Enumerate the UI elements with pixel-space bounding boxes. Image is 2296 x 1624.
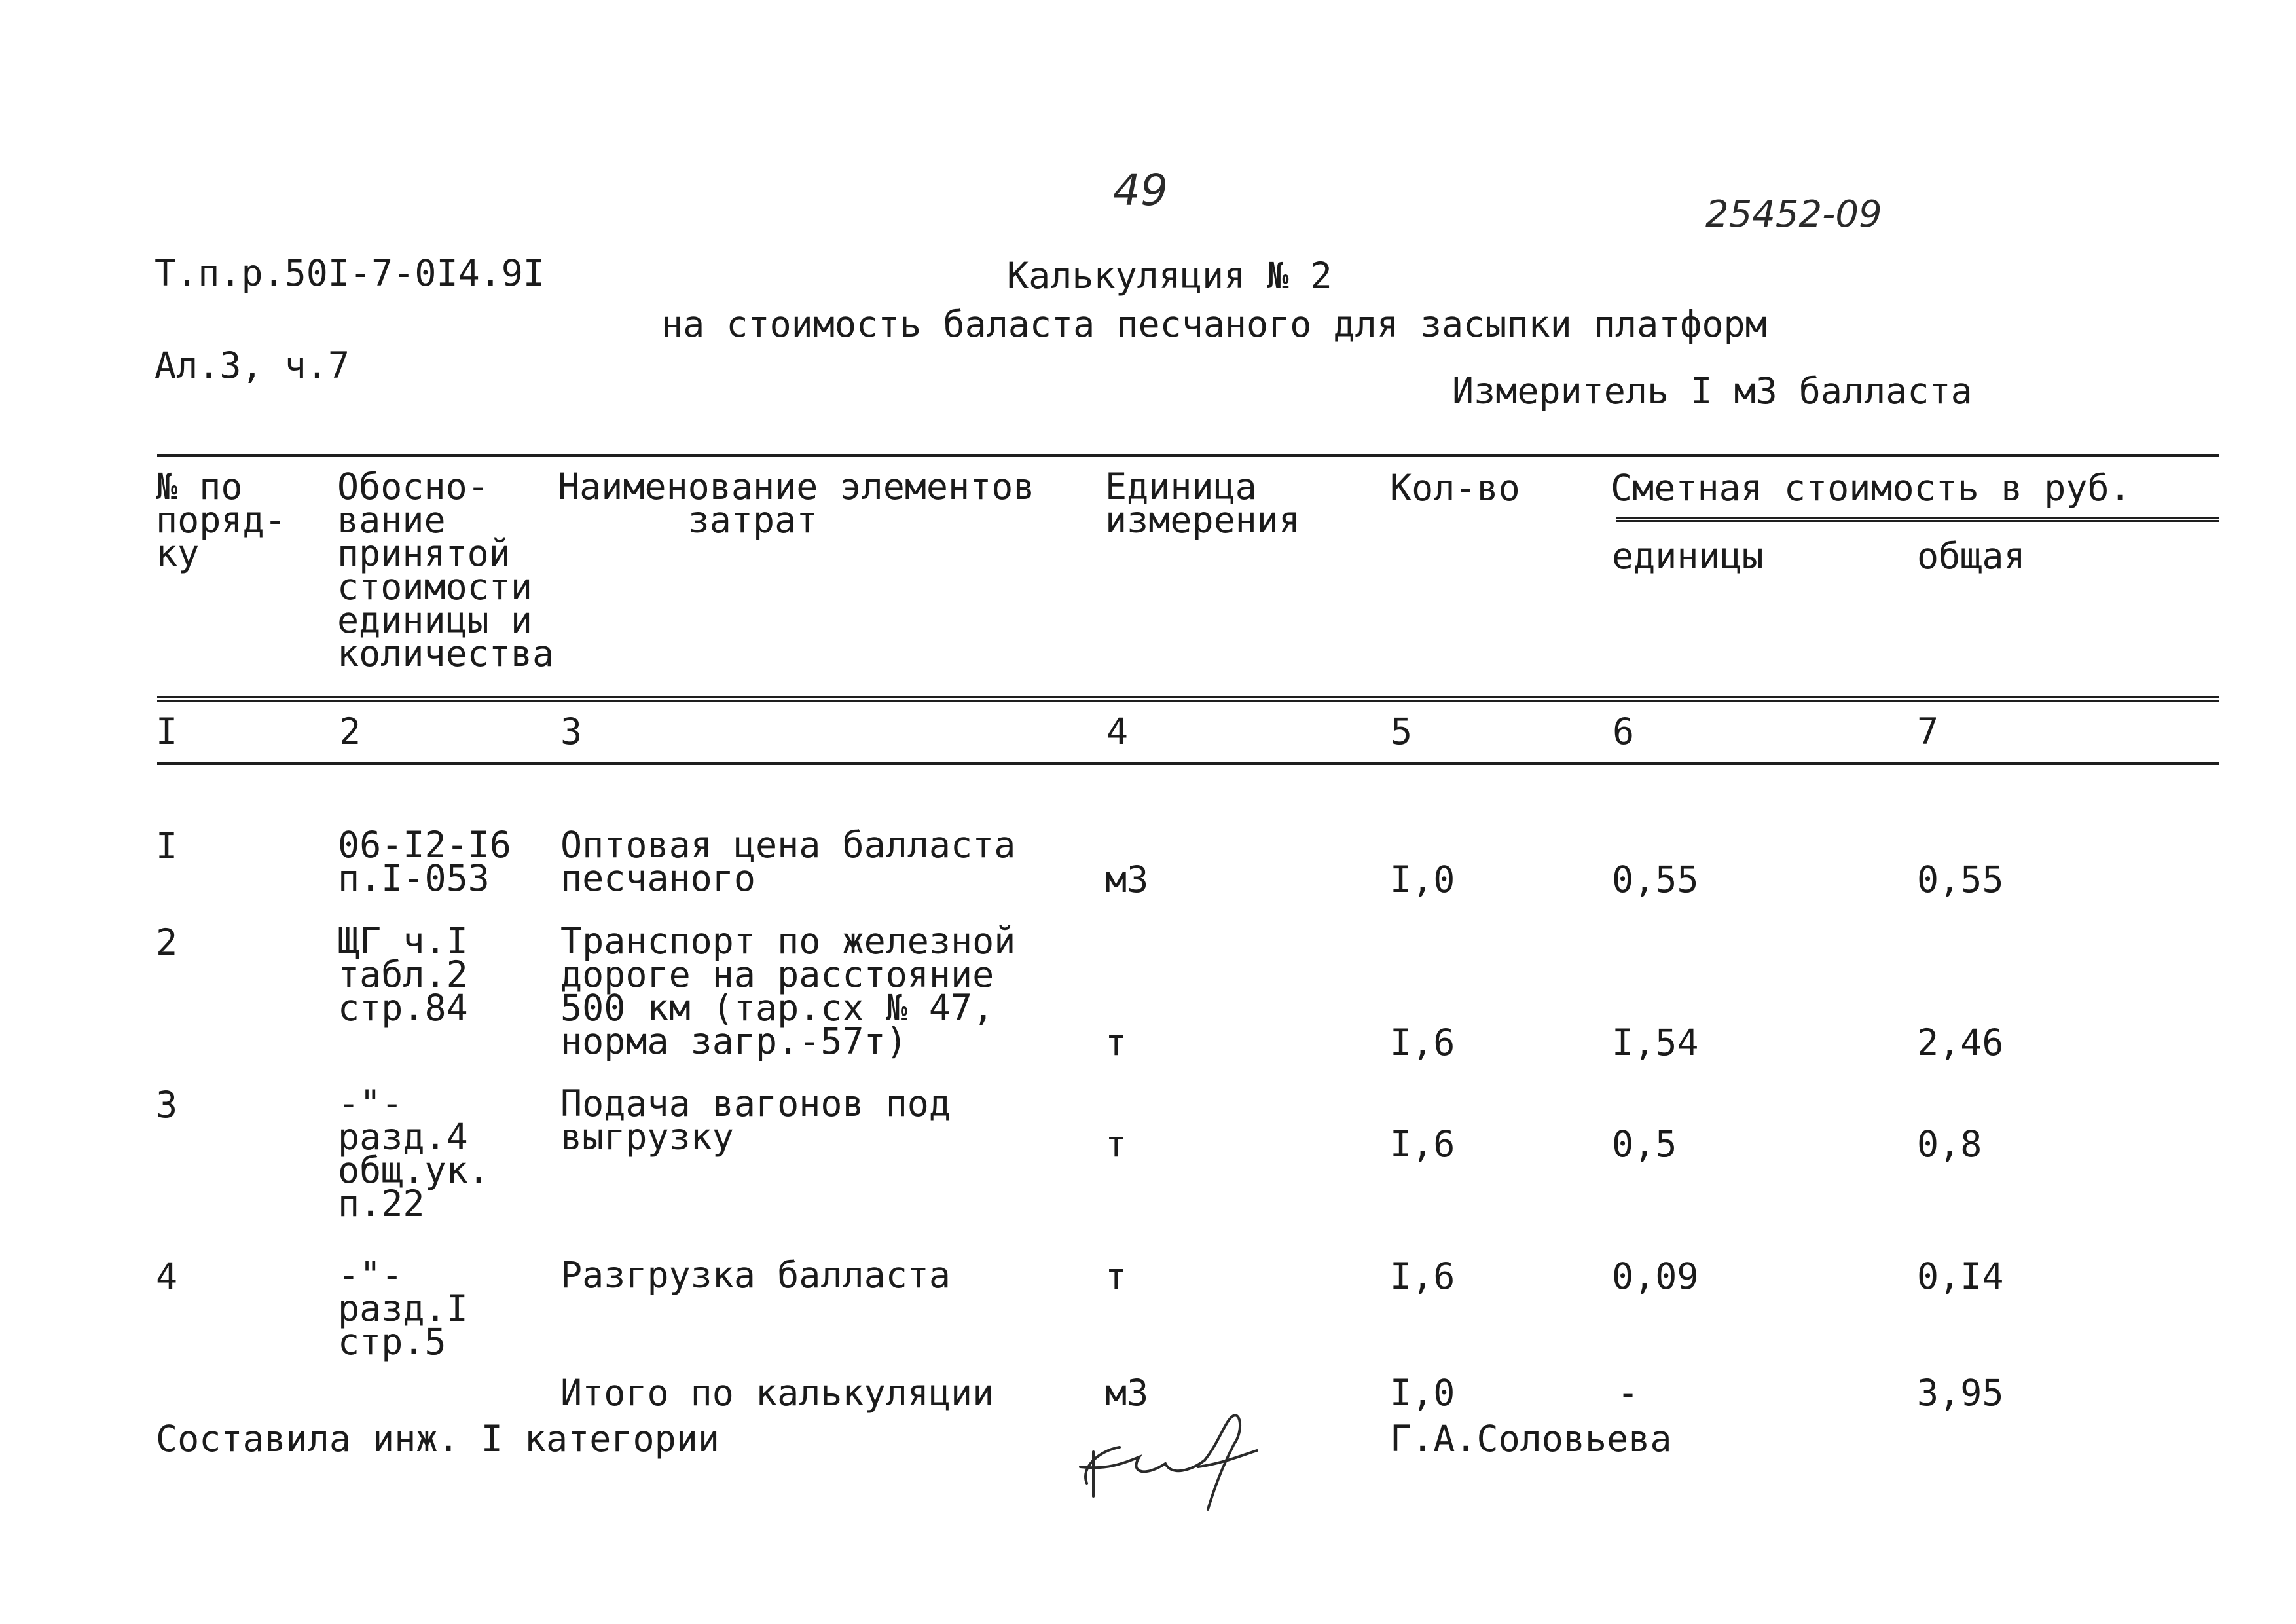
compiled-by: Составила инж. I категории <box>156 1418 720 1460</box>
document-code-line1: Т.п.р.50I-7-0I4.9I <box>155 252 545 294</box>
column-header-cost-elements: Наименование элементов затрат <box>558 466 1035 541</box>
row-3-basis: -"- разд.4 общ.ук. п.22 <box>338 1082 490 1225</box>
table-top-rule <box>157 454 2219 457</box>
row-4-number: 4 <box>156 1255 178 1297</box>
row-3-total-cost: 0,8 <box>1917 1123 1982 1165</box>
page-number: 49 <box>1113 165 1168 215</box>
compiler-name: Г.А.Соловьева <box>1390 1418 1672 1460</box>
total-row-quantity: I,0 <box>1390 1372 1455 1414</box>
header-bottom-rule <box>157 696 2219 698</box>
row-4-cost-element: Разгрузка балласта <box>560 1254 951 1296</box>
row-2-unit: т <box>1105 1022 1127 1063</box>
row-2-basis: ЩГ ч.I табл.2 стр.84 <box>338 920 468 1029</box>
column-number-4: 4 <box>1106 710 1129 752</box>
row-1-unit: м3 <box>1105 858 1149 900</box>
row-2-number: 2 <box>156 921 178 963</box>
total-row-label: Итого по калькуляции <box>560 1372 994 1414</box>
document-code <box>155 190 545 416</box>
row-2-unit-cost: I,54 <box>1612 1022 1699 1063</box>
row-4-quantity: I,6 <box>1390 1255 1455 1297</box>
row-3-quantity: I,6 <box>1390 1123 1455 1165</box>
calculation-title: Калькуляция № 2 <box>1007 255 1332 297</box>
column-number-6: 6 <box>1613 710 1635 752</box>
row-2-quantity: I,6 <box>1390 1022 1455 1063</box>
handwritten-signature <box>1067 1405 1270 1516</box>
total-row-total-cost: 3,95 <box>1917 1372 2004 1414</box>
column-number-2: 2 <box>339 710 361 752</box>
column-header-quantity: Кол-во <box>1390 467 1520 509</box>
row-4-unit-cost: 0,09 <box>1612 1255 1699 1297</box>
row-1-basis: 06-I2-I6 п.I-053 <box>338 824 511 899</box>
column-header-basis: Обосно- вание принятой стоимости единицы и количества <box>337 466 555 674</box>
row-3-unit: т <box>1105 1123 1127 1165</box>
column-numbers-rule <box>157 762 2219 765</box>
column-number-7: 7 <box>1917 710 1939 752</box>
row-1-unit-cost: 0,55 <box>1612 858 1699 900</box>
column-number-1: I <box>156 710 178 752</box>
row-2-total-cost: 2,46 <box>1917 1022 2004 1063</box>
row-4-total-cost: 0,I4 <box>1917 1255 2004 1297</box>
row-1-quantity: I,0 <box>1390 858 1455 900</box>
measurement-unit: Измеритель I м3 балласта <box>1452 370 1973 412</box>
column-number-5: 5 <box>1391 710 1413 752</box>
column-header-estimated-cost: Сметная стоимость в руб. <box>1611 467 2131 509</box>
row-4-unit: т <box>1105 1255 1127 1297</box>
row-1-cost-element: Оптовая цена балласта песчаного <box>560 824 1016 899</box>
inventory-number: 25452-09 <box>1705 193 1882 236</box>
row-3-number: 3 <box>156 1084 178 1126</box>
row-2-cost-element: Транспорт по железной дороге на расстояние 500 км (тар.сх № 47, норма загр.-57т) <box>560 920 1016 1062</box>
column-header-total-cost: общая <box>1917 535 2026 577</box>
column-number-3: 3 <box>560 710 583 752</box>
row-1-number: I <box>156 825 178 867</box>
cost-group-rule <box>1616 517 2219 519</box>
document-code-line2: Ал.3, ч.7 <box>155 344 350 386</box>
row-4-basis: -"- разд.I стр.5 <box>338 1254 468 1363</box>
total-row-unit: м3 <box>1105 1372 1149 1414</box>
column-header-unit: Единица измерения <box>1105 466 1301 541</box>
calculation-subtitle: на стоимость баласта песчаного для засыпки платформ <box>661 303 1767 345</box>
total-row-unit-cost: - <box>1617 1372 1639 1414</box>
row-3-cost-element: Подача вагонов под выгрузку <box>560 1082 951 1158</box>
column-header-unit-cost: единицы <box>1612 535 1764 577</box>
row-1-total-cost: 0,55 <box>1917 858 2004 900</box>
column-header-number: № по поряд- ку <box>156 466 286 574</box>
row-3-unit-cost: 0,5 <box>1612 1123 1677 1165</box>
